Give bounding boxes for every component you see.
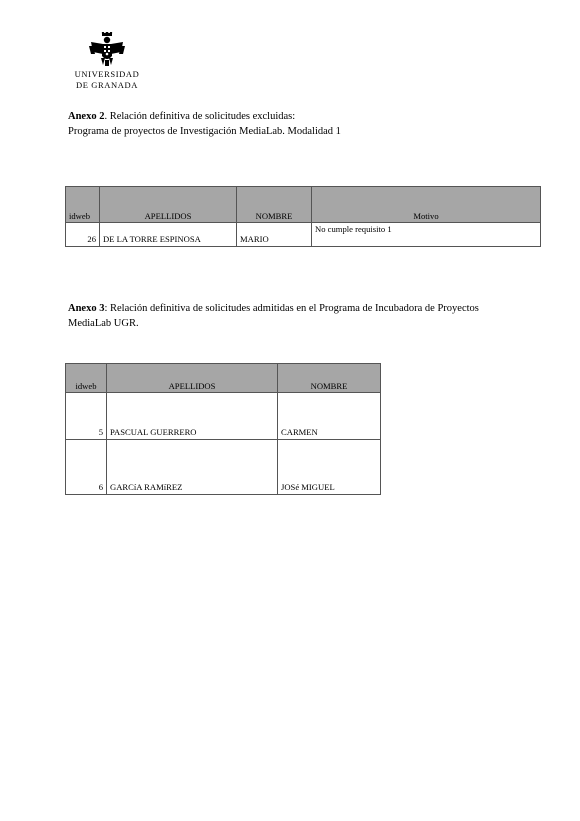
- cell-idweb: 6: [66, 440, 107, 495]
- cell-idweb: 26: [66, 223, 100, 247]
- col-apellidos: APELLIDOS: [100, 187, 237, 223]
- annex2-title-bold: Anexo 2: [68, 111, 105, 122]
- annex2-subtitle: Programa de proyectos de Investigación MediaLab. Modalidad 1: [68, 126, 341, 137]
- cell-nombre: CARMEN: [278, 393, 381, 440]
- cell-apellidos: GARCíA RAMíREZ: [107, 440, 278, 495]
- annex2-table: [65, 186, 541, 247]
- cell-apellidos: DE LA TORRE ESPINOSA: [100, 223, 237, 247]
- logo-text-line2: DE GRANADA: [76, 80, 138, 90]
- table-row: [66, 393, 381, 440]
- annex2-heading: [68, 109, 341, 139]
- col-apellidos: APELLIDOS: [107, 364, 278, 393]
- col-nombre: NOMBRE: [278, 364, 381, 393]
- col-idweb: idweb: [66, 364, 107, 393]
- annex3-title-line2: MediaLab UGR.: [68, 318, 139, 329]
- annex3-heading: [68, 301, 479, 331]
- col-motivo: Motivo: [312, 187, 541, 223]
- university-crest-icon: [87, 32, 127, 68]
- university-logo: [72, 32, 142, 92]
- cell-motivo: No cumple requisito 1: [312, 223, 541, 247]
- annex3-title-bold: Anexo 3: [68, 303, 105, 314]
- annex3-header-row: [66, 364, 381, 393]
- cell-apellidos: PASCUAL GUERRERO: [107, 393, 278, 440]
- table-row: [66, 440, 381, 495]
- col-nombre: NOMBRE: [237, 187, 312, 223]
- col-idweb: idweb: [66, 187, 100, 223]
- annex3-table: [65, 363, 381, 495]
- logo-text-line1: UNIVERSIDAD: [74, 69, 140, 79]
- cell-nombre: JOSé MIGUEL: [278, 440, 381, 495]
- annex2-header-row: [66, 187, 541, 223]
- cell-nombre: MARIO: [237, 223, 312, 247]
- cell-idweb: 5: [66, 393, 107, 440]
- annex3-title-rest: : Relación definitiva de solicitudes admitidas en el Programa de Incubadora de Proyectos: [104, 303, 479, 314]
- annex2-title-rest: . Relación definitiva de solicitudes excluidas:: [104, 111, 296, 122]
- table-row: [66, 223, 541, 247]
